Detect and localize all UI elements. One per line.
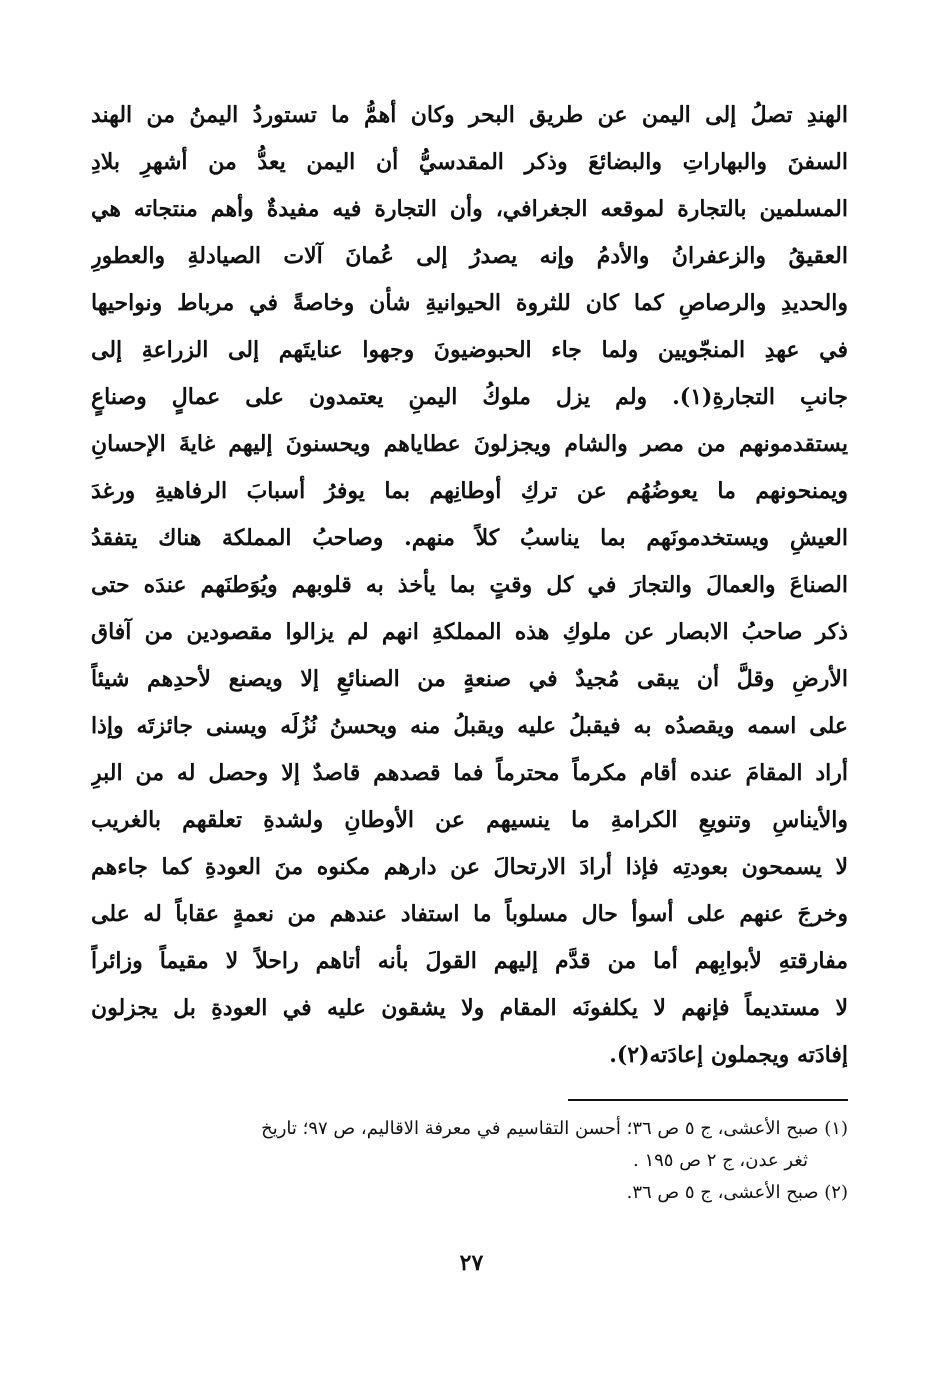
text-line: إفادَته ويجملون إعادَته(٢).: [609, 1042, 848, 1068]
footnote-1-continuation: ثغر عدن، ج ٢ ص ١٩٥ .: [633, 1150, 808, 1171]
text-line: جانبِ التجارةِ(١). ولم يزل ملوكُ اليمنِ يعتمدون على عمالٍ وصناعٍ: [91, 384, 848, 410]
text-line: أراد المقامَ عنده أقام مكرماً محترماً فما قصدهم قاصدٌ إلا وحصل له من البرِ: [91, 760, 848, 786]
text-line: الهندِ تصلُ إلى اليمن عن طريق البحر وكان أهمُّ ما تستوردُ اليمنُ من الهند: [91, 102, 848, 128]
text-line: والحديدِ والرصاصِ كما كان للثروة الحيوانيةِ شأن وخاصةً في مرباط ونواحيها: [91, 290, 848, 316]
text-line: على اسمه ويقصدُه به فيقبلُ عليه ويقبلُ منه ويحسنُ نُزُلَه ويسنى جائزتَه وإذا: [91, 713, 848, 739]
footnote-1: (١) صبح الأعشى، ج ٥ ص ٣٦؛ أحسن التقاسيم في معرفة الاقاليم، ص ٩٧؛ تاريخ: [261, 1118, 848, 1139]
text-line: المسلمين بالتجارة لموقعه الجغرافي، وأن التجارة فيه مفيدةٌ وأهم منتجاته هي: [91, 196, 848, 222]
page-number: ٢٧: [459, 1250, 484, 1276]
footnote-divider: [568, 1099, 848, 1101]
footnote-2: (٢) صبح الأعشى، ج ٥ ص ٣٦.: [626, 1182, 848, 1203]
text-line: مفارقتهِ لأبوابِهم أما من قدَّم إليهم القولَ بأنه أتاهم راحلاً لا مقيماً وزائراً: [91, 948, 848, 974]
text-line: في عهدِ المنجّويين ولما جاء الحبوضيونَ وجهوا عنايتَهم إلى الزراعةِ إلى: [91, 337, 848, 363]
text-line: يستقدمونهم من مصر والشام ويجزلونَ عطاياهم ويحسنونَ إليهم غايةَ الإحسانِ: [91, 431, 848, 457]
text-line: لا يسمحون بعودتِه فإذا أرادَ الارتحالَ عن دارهم مكنوه منَ العودةِ كما جاءهم: [91, 854, 848, 880]
text-line: لا مستديماً فإنهم لا يكلفونَه المقام ولا يشقون عليه في العودةِ بل يجزلون: [91, 995, 848, 1021]
text-line: ذكر صاحبُ الابصار عن ملوكِ هذه المملكةِ انهم لم يزالوا مقصودين من آفاق: [91, 619, 848, 645]
text-line: العقيقُ والزعفرانُ والأدمُ وإنه يصدرُ إلى عُمانَ آلات الصيادلةِ والعطورِ: [91, 243, 848, 269]
footnotes: [91, 1113, 848, 1209]
text-line: والأيناسِ وتنويعِ الكرامةِ ما ينسيهم عن الأوطانِ ولشدةِ تعلقهم بالغريب: [91, 807, 848, 833]
text-line: الصناعَ والعمالَ والتجارَ في كل وقتٍ بما يأخذ به قلوبهم ويُوَطنَهم عندَه حتى: [91, 572, 848, 598]
text-line: وخرجَ عنهم على أسوأ حال مسلوباً ما استفاد عندهم من نعمةٍ عقاباً له على: [91, 901, 848, 927]
text-line: الأرضِ وقلَّ أن يبقى مُجيدٌ في صنعةٍ من الصنائعِ إلا ويصنع لأحدِهم شيئاً: [91, 666, 848, 692]
text-line: السفنَ والبهاراتِ والبضائعَ وذكر المقدسيُّ أن اليمن يعدُّ من أشهرِ بلادِ: [91, 149, 848, 175]
body-text: [91, 92, 848, 1079]
text-line: ويمنحونهم ما يعوضُهُم عن تركِ أوطانِهم بما يوفرُ أسبابَ الرفاهيةِ ورغدَ: [91, 478, 848, 504]
text-line: العيشِ ويستخدمونَهم بما يناسبُ كلاً منهم. وصاحبُ المملكة هناك يتفقدُ: [91, 525, 848, 551]
